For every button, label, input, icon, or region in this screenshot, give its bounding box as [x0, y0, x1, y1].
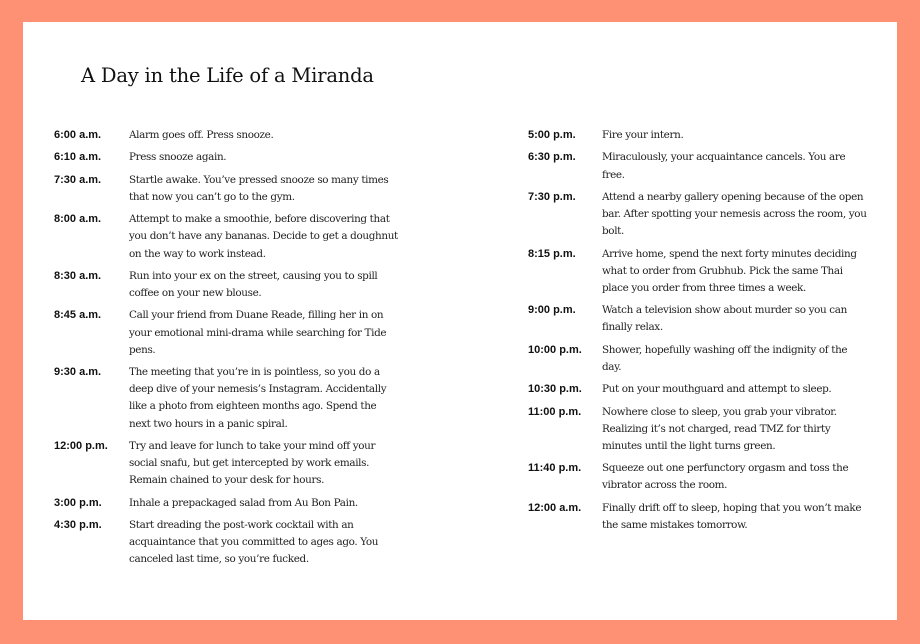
entry-description: Watch a television show about murder so you can finally relax. [602, 304, 847, 334]
entry-description: Put on your mouthguard and attempt to sleep. [602, 383, 832, 396]
schedule-entry [528, 127, 867, 144]
book-page [23, 22, 897, 620]
entry-time: 7:30 p.m. [528, 190, 576, 203]
entry-time: 9:00 p.m. [528, 304, 576, 317]
schedule-entry [528, 189, 867, 241]
schedule-entry [54, 438, 398, 490]
entry-description: Press snooze again. [129, 151, 227, 164]
entry-description: Call your friend from Duane Reade, filling her in on your emotional mini-drama while searching for Tide pens. [129, 309, 387, 356]
entry-time: 11:40 p.m. [528, 462, 582, 475]
entry-description: Attend a nearby gallery opening because of the open bar. After spotting your nemesis across the room, you bolt. [602, 190, 867, 238]
entry-time: 3:00 p.m. [54, 496, 102, 509]
schedule-entry [528, 302, 867, 336]
schedule-entry [54, 364, 398, 433]
schedule-entry [54, 268, 398, 302]
entry-description: Fire your intern. [602, 129, 684, 141]
schedule-entry [54, 211, 398, 263]
schedule-entry [528, 342, 867, 376]
entry-description: Startle awake. You’ve pressed snooze so many times that now you can’t go to the gym. [129, 173, 389, 203]
entry-time: 8:00 a.m. [54, 213, 102, 226]
schedule-entry [54, 172, 398, 206]
entry-description: Nowhere close to sleep, you grab your vibrator. Realizing it’s not charged, read TMZ for thirty minutes until the light turns green. [602, 405, 837, 452]
schedule-entry [528, 381, 867, 398]
entry-time: 12:00 p.m. [54, 439, 108, 452]
entry-description: Inhale a prepackaged salad from Au Bon Pain. [129, 496, 358, 509]
schedule-column-left [54, 127, 398, 574]
entry-time: 7:30 a.m. [54, 173, 102, 186]
entry-description: Alarm goes off. Press snooze. [129, 129, 274, 141]
entry-time: 10:30 p.m. [528, 383, 582, 396]
entry-description: Attempt to make a smoothie, before discovering that you don’t have any bananas. Decide to get a doughnut on the way to work instead. [129, 213, 398, 260]
entry-time: 8:30 a.m. [54, 269, 102, 282]
entry-description: Shower, hopefully washing off the indignity of the day. [602, 343, 848, 373]
schedule-column-right [528, 127, 867, 539]
entry-description: The meeting that you’re in is pointless, so you do a deep dive of your nemesis’s Instagram. Accidentally like a photo from eighteen months ago. Spend the next two hours in a panic spiral. [129, 366, 387, 430]
schedule-entry [54, 495, 398, 512]
entry-description: Miraculously, your acquaintance cancels. You are free. [602, 151, 846, 181]
entry-time: 11:00 p.m. [528, 405, 582, 418]
entry-time: 8:45 a.m. [54, 309, 102, 322]
entry-description: Run into your ex on the street, causing you to spill coffee on your new blouse. [129, 269, 378, 299]
entry-time: 6:00 a.m. [54, 129, 102, 141]
schedule-entry [528, 404, 867, 456]
entry-time: 10:00 p.m. [528, 343, 582, 356]
entry-time: 4:30 p.m. [54, 518, 102, 531]
entry-time: 12:00 a.m. [528, 501, 582, 514]
entry-description: Try and leave for lunch to take your mind off your social snafu, but get intercepted by work emails. Remain chained to your desk for hours. [129, 439, 376, 487]
schedule-entry [54, 307, 398, 359]
entry-time: 5:00 p.m. [528, 129, 576, 141]
schedule-entry [54, 517, 398, 569]
entry-description: Arrive home, spend the next forty minutes deciding what to order from Grubhub. Pick the same Thai place you order from three times a week. [602, 247, 857, 294]
entry-time: 8:15 p.m. [528, 247, 576, 260]
schedule-entry [528, 460, 867, 494]
entry-description: Squeeze out one perfunctory orgasm and toss the vibrator across the room. [602, 462, 849, 492]
schedule-entry [528, 149, 867, 183]
entry-time: 6:30 p.m. [528, 151, 576, 164]
entry-description: Finally drift off to sleep, hoping that you won’t make the same mistakes tomorrow. [602, 501, 862, 531]
entry-description: Start dreading the post-work cocktail with an acquaintance that you committed to ages ago. You canceled last time, so you’re fucked. [129, 518, 379, 566]
schedule-entry [528, 500, 867, 534]
schedule-entry [54, 127, 398, 144]
schedule-entry [54, 149, 398, 166]
page-title: A Day in the Life of a Miranda [81, 64, 374, 87]
schedule-entry [528, 246, 867, 298]
entry-time: 9:30 a.m. [54, 366, 102, 378]
entry-time: 6:10 a.m. [54, 151, 102, 164]
